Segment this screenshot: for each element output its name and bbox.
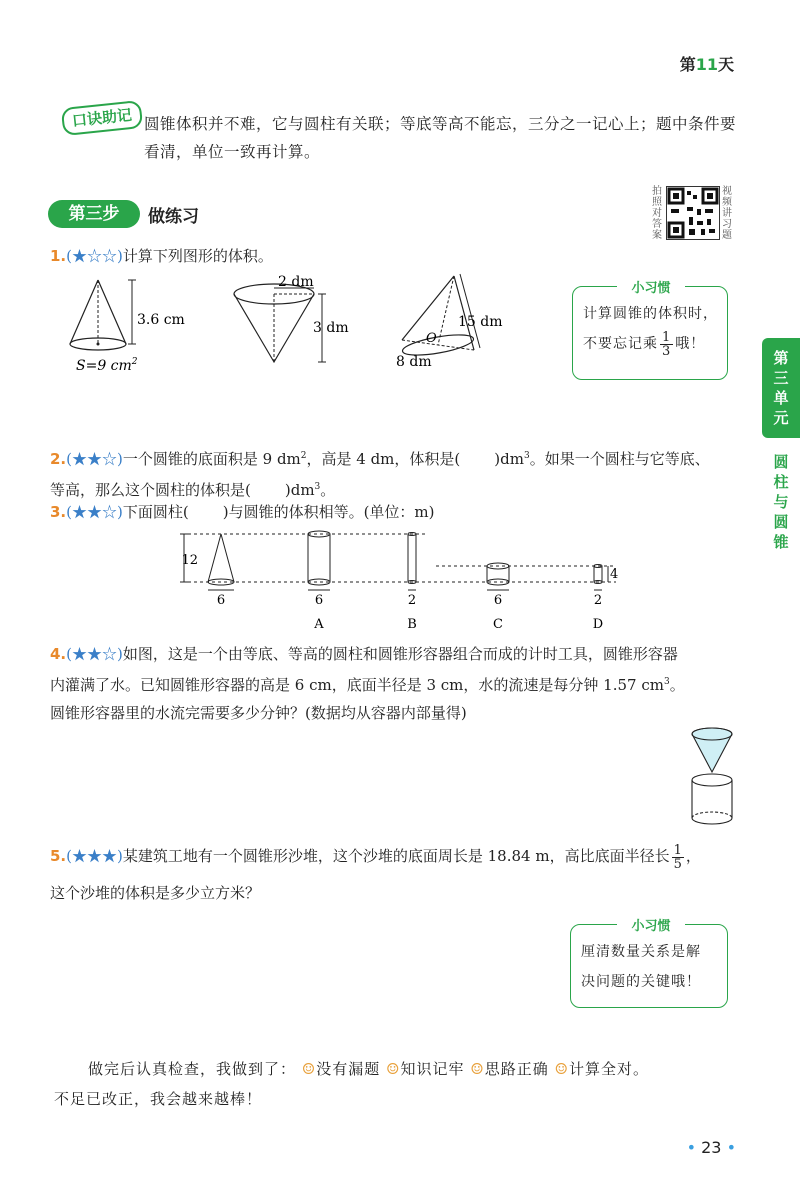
q1-fig1-area-label: S=9 cm — [76, 358, 132, 374]
step-title: 做练习 — [148, 207, 199, 227]
tip1-line2-post: 哦！ — [675, 336, 706, 352]
tip1-line2 — [573, 329, 727, 359]
day-label — [680, 52, 734, 75]
q1-fig1-area — [76, 357, 138, 374]
q5-stars: (★★★) — [66, 847, 123, 865]
question-4 — [50, 640, 740, 727]
q3-option-b-label[interactable]: B — [407, 617, 417, 632]
tip-box-1 — [572, 281, 728, 380]
q3-option-d-height: 4 — [610, 567, 619, 582]
q1-fig3-base: 8 dm — [396, 354, 432, 370]
mnemonic-text: 圆锥体积并不难，它与圆柱有关联；等底等高不能忘，三分之一记心上；题中条件要看清，单位一致再计算。 — [144, 115, 737, 161]
q3-option-d-diameter: 2 — [593, 593, 603, 608]
unit-tab-label: 第三单元 — [773, 349, 789, 427]
q1-fig3-slant: 15 dm — [458, 314, 503, 330]
tip-box-2 — [570, 919, 728, 1008]
q1-fig2-diameter: 2 dm — [278, 274, 314, 290]
qr-left-text: 拍照对答案 — [652, 186, 662, 241]
q1-figure-cone-1 — [62, 276, 202, 376]
q1-stars: (★☆☆) — [66, 247, 123, 265]
page-number-value: 23 — [701, 1138, 722, 1157]
q3-option-a-label[interactable]: A — [314, 617, 324, 632]
q2-number: 2. — [50, 450, 67, 468]
day-suffix: 天 — [717, 55, 734, 74]
question-2 — [50, 442, 740, 504]
q2-sup1: 2 — [300, 451, 307, 461]
checklist-item-2: 知识记牢 — [400, 1060, 465, 1078]
q4-line1-text: 如图，这是一个由等底、等高的圆柱和圆锥形容器组合而成的计时工具，圆锥形容器 — [122, 645, 678, 663]
q2-sup3: 3 — [314, 482, 321, 492]
q5-fraction — [672, 844, 684, 871]
q1-fig2-height: 3 dm — [313, 320, 349, 336]
checklist-line-1 — [88, 1058, 748, 1079]
question-3 — [50, 498, 740, 526]
check-icon[interactable]: ☺ — [554, 1060, 569, 1078]
check-icon[interactable]: ☺ — [301, 1060, 317, 1078]
checklist-intro: 做完后认真检查，我做到了： — [88, 1060, 297, 1078]
q4-stars: (★★☆) — [66, 645, 123, 663]
checklist-line-2: 不足已改正，我会越来越棒！ — [54, 1090, 263, 1108]
q5-number: 5. — [50, 847, 67, 865]
question-5 — [50, 842, 740, 907]
q2-line1 — [50, 442, 740, 473]
q1-number: 1. — [50, 247, 67, 265]
day-prefix: 第 — [679, 55, 696, 74]
q4-line2 — [50, 668, 740, 699]
tip1-frac-d: 3 — [662, 343, 672, 359]
q5-line1-pre: 某建筑工地有一个圆锥形沙堆，这个沙堆的底面周长是 18.84 m，高比底面半径长 — [122, 847, 670, 865]
q3-number: 3. — [50, 503, 67, 521]
q1-fig1-area-sup: 2 — [131, 357, 138, 367]
checklist-item-4: 计算全对。 — [569, 1060, 650, 1078]
q4-line2-pre: 内灌满了水。已知圆锥形容器的高是 6 cm，底面半径是 3 cm，水的流速是每分钟 1.57 cm — [50, 676, 664, 694]
q5-frac-d: 5 — [673, 856, 682, 872]
day-number: 11 — [695, 55, 718, 74]
q2-stars: (★★☆) — [66, 450, 123, 468]
q2-part1: 一个圆锥的底面积是 9 dm — [122, 450, 301, 468]
unit-tab — [762, 338, 800, 438]
tip2-title: 小习惯 — [617, 915, 685, 934]
tip1-fraction — [660, 331, 673, 358]
check-icon[interactable]: ☺ — [470, 1060, 485, 1078]
tip1-title: 小习惯 — [617, 277, 685, 296]
q3-text-pre: 下面圆柱( — [122, 503, 189, 521]
q4-figure-timer — [684, 722, 744, 830]
q3-option-c-diameter: 6 — [493, 593, 503, 608]
question-1 — [50, 242, 740, 270]
q1-figure-cone-2 — [228, 274, 358, 370]
q2-part3: )dm — [494, 450, 524, 468]
q4-line3: 圆锥形容器里的水流完需要多少分钟？(数据均从容器内部量得) — [50, 704, 467, 722]
q2-sup2: 3 — [523, 451, 530, 461]
q2-part4: 。如果一个圆柱与它等底、 — [529, 450, 710, 468]
tip1-line1: 计算圆锥的体积时， — [583, 306, 718, 322]
q4-line1 — [50, 640, 740, 668]
q2-line2-tail: 。 — [320, 481, 336, 499]
q5-line1 — [50, 842, 740, 871]
q5-frac-n: 1 — [673, 842, 682, 858]
qr-right-text: 视频讲习题 — [722, 186, 732, 241]
q1-text: 计算下列图形的体积。 — [122, 247, 273, 265]
q1-fig3-center: O — [426, 331, 437, 346]
q1-fig1-height: 3.6 cm — [137, 312, 185, 328]
q1-figure-cone-3 — [388, 270, 518, 374]
q3-option-c-label[interactable]: C — [493, 617, 503, 632]
step-badge: 第三步 — [48, 200, 140, 228]
unit-subtitle: 圆柱与圆锥 — [773, 453, 789, 551]
tip1-frac-n: 1 — [662, 329, 672, 345]
q3-stars: (★★☆) — [66, 503, 123, 521]
page-number: • 23 • — [686, 1138, 736, 1157]
q5-line1-post: ， — [685, 847, 701, 865]
q2-part2: ，高是 4 dm，体积是( — [306, 450, 461, 468]
q3-cone-diameter: 6 — [216, 593, 226, 608]
tip2-line1: 厘清数量关系是解 — [581, 944, 701, 960]
q2-line2-end: )dm — [284, 481, 315, 499]
check-icon[interactable]: ☺ — [386, 1060, 401, 1078]
q3-option-d-label[interactable]: D — [592, 617, 604, 632]
q2-line2-text: 等高，那么这个圆柱的体积是( — [50, 481, 251, 499]
q4-line2-sup: 3 — [663, 677, 670, 687]
q5-line2: 这个沙堆的体积是多少立方米？ — [50, 883, 261, 902]
q4-number: 4. — [50, 645, 67, 663]
q3-cone-height: 12 — [181, 553, 198, 568]
mnemonic-badge: 口诀助记 — [61, 100, 143, 136]
tip2-line2: 决问题的关键哦！ — [581, 974, 701, 990]
q3-option-b-diameter: 2 — [407, 593, 417, 608]
q3-option-a-diameter: 6 — [314, 593, 324, 608]
qr-code-icon[interactable] — [666, 186, 720, 240]
q4-line2-post: 。 — [669, 676, 685, 694]
checklist-item-1: 没有漏题 — [316, 1060, 381, 1078]
checklist-item-3: 思路正确 — [484, 1060, 549, 1078]
tip1-line2-pre: 不要忘记乘 — [583, 336, 658, 352]
q3-figure — [176, 528, 636, 638]
q3-text-post: )与圆锥的体积相等。(单位：m) — [222, 503, 435, 521]
